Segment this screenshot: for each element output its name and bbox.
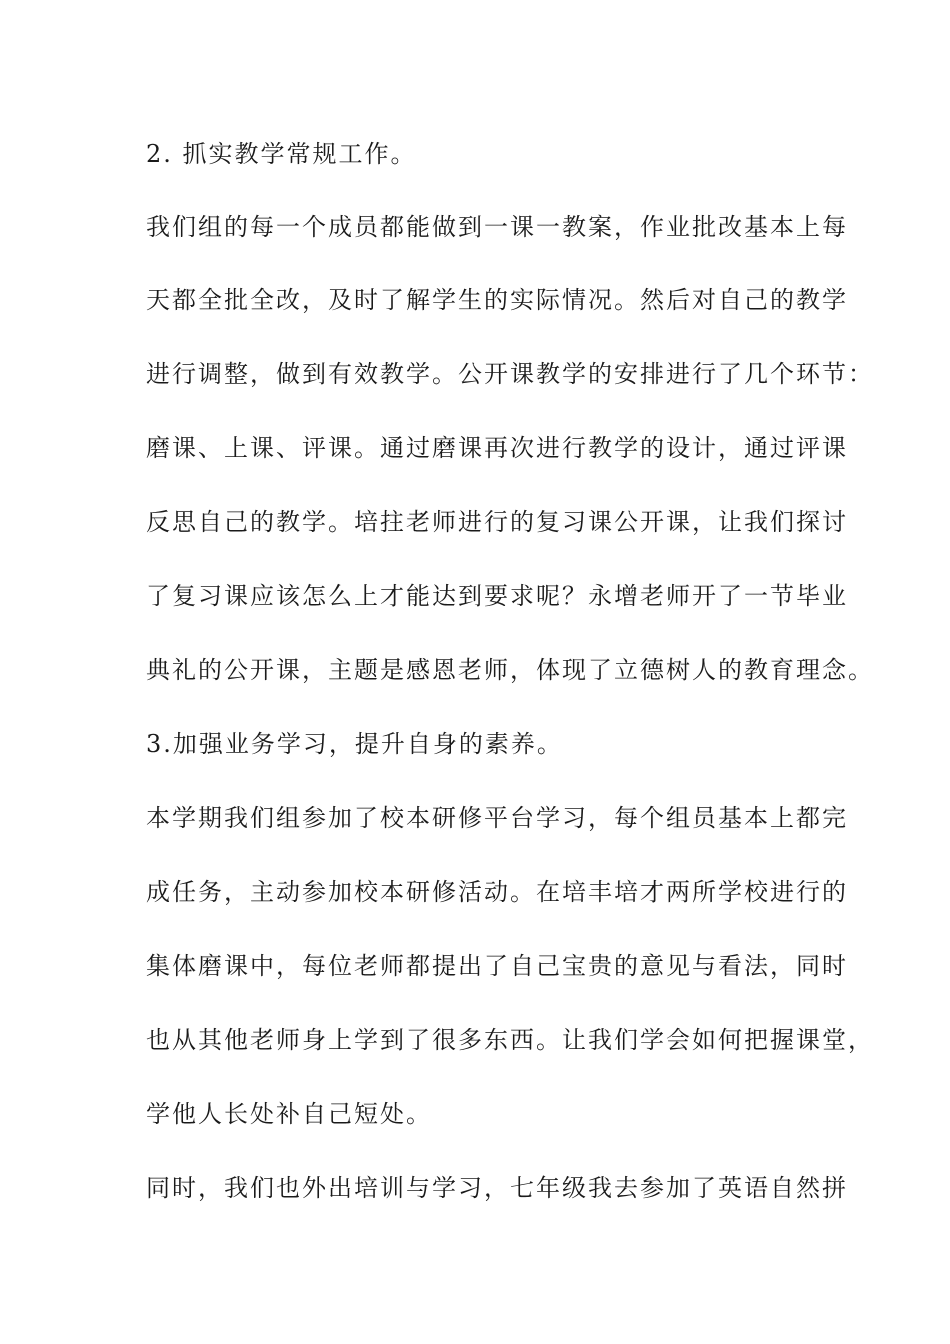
paragraph-line: 进行调整，做到有效教学。公开课教学的安排进行了几个环节： — [146, 360, 874, 388]
paragraph-line: 天都全批全改，及时了解学生的实际情况。然后对自己的教学 — [146, 286, 848, 314]
paragraph-line: 本学期我们组参加了校本研修平台学习，每个组员基本上都完 — [146, 804, 848, 832]
paragraph-line: 磨课、上课、评课。通过磨课再次进行教学的设计，通过评课 — [146, 434, 848, 462]
paragraph-line: 了复习课应该怎么上才能达到要求呢？永增老师开了一节毕业 — [146, 582, 848, 610]
paragraph-line: 典礼的公开课，主题是感恩老师，体现了立德树人的教育理念。 — [146, 656, 874, 684]
paragraph-line: 集体磨课中，每位老师都提出了自己宝贵的意见与看法，同时 — [146, 952, 848, 980]
paragraph-line: 我们组的每一个成员都能做到一课一教案，作业批改基本上每 — [146, 213, 848, 241]
paragraph-line: 也从其他老师身上学到了很多东西。让我们学会如何把握课堂， — [146, 1026, 874, 1054]
paragraph-line: 学他人长处补自己短处。 — [146, 1100, 432, 1128]
paragraph-line: 反思自己的教学。培拄老师进行的复习课公开课，让我们探讨 — [146, 508, 848, 536]
heading-2: 2. 抓实教学常规工作。 — [146, 140, 417, 168]
heading-3: 3.加强业务学习，提升自身的素养。 — [146, 730, 563, 758]
paragraph-line: 成任务，主动参加校本研修活动。在培丰培才两所学校进行的 — [146, 878, 848, 906]
paragraph-line: 同时，我们也外出培训与学习，七年级我去参加了英语自然拼 — [146, 1174, 848, 1202]
